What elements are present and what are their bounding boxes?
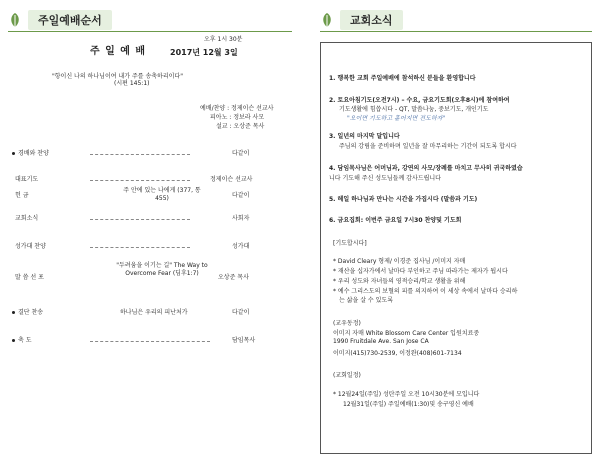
order-item-leader: 성가대: [232, 243, 250, 250]
church-news-title: 교회소식: [340, 10, 403, 30]
news-line: 는 삶을 살 수 있도록: [339, 297, 393, 304]
order-item-leader: 다같이: [232, 150, 250, 157]
news-line: 이미지 자매 White Blossom Care Center 입원치료중: [333, 330, 480, 337]
order-item-name: [12, 310, 43, 316]
news-line: 기도생활에 힘씁시다 - QT, 말씀나눔, 중보기도, 개인기도: [339, 106, 489, 113]
news-line: 3. 일년의 마지막 달입니다: [329, 133, 400, 140]
service-title: 주 일 예 배: [90, 46, 147, 57]
bullet-icon: [12, 152, 15, 155]
order-item-name: 말 씀 선 포: [15, 274, 44, 281]
news-line: * 우리 성도와 자녀들의 영적승리/학교 생활을 위해: [333, 278, 466, 285]
dashed-leader: [90, 341, 210, 342]
news-line: 12월31일(주일) 주일예배(1:30)및 송구영신 예배: [343, 401, 474, 408]
news-line: * 예수 그리스도의 보혈의 피를 의지하여 이 세상 속에서 날마다 승리하: [333, 288, 518, 295]
order-item-name: 헌 금: [15, 192, 29, 199]
news-line: 1. 행복한 교회 주일예배에 참석하신 분들을 환영합니다: [329, 75, 476, 82]
order-item-leader: 다같이: [232, 309, 250, 316]
bullet-icon: [12, 311, 15, 314]
news-line: * 12월24일(주일) 성탄주일 오전 10시30분에 모입니다: [333, 391, 480, 398]
order-item-leader: 사회자: [232, 215, 250, 222]
order-item-name: 대표기도: [15, 176, 39, 183]
news-line: "오이면 기도하고 흩어지면 전도하자": [347, 115, 446, 122]
news-line: [기도합시다]: [333, 240, 367, 247]
church-news-header: [320, 10, 403, 30]
news-line: 1990 Fruitdale Ave. San Jose CA: [333, 338, 429, 345]
dashed-leader: [90, 219, 190, 220]
service-time: 오후 1시 30분: [204, 36, 243, 43]
order-item-name: [12, 151, 49, 157]
order-item-hymn: 주 안에 있는 나에게 (377, 통455): [123, 187, 201, 203]
news-line: 4. 담임목사님은 어머님과, 강연의 사모/장례를 마치고 무사히 귀국하였습: [329, 165, 523, 172]
news-line: * 재산을 십자가에서 날마다 부인하고 주님 따라가는 제자가 됩시다: [333, 268, 508, 275]
dashed-leader: [90, 154, 190, 155]
news-line: 2. 토요아침기도(오전7시) – 수요, 금요기도회(오후8시)에 참여하여: [329, 97, 510, 104]
order-item-name: [12, 338, 32, 344]
verse-reference: (시편 145:1): [114, 80, 150, 87]
news-line: 주님의 강림을 준비하며 일년을 잘 마무리하는 기간이 되도록 합시다: [339, 143, 517, 150]
role-piano: 피아노 : 정보라 사모: [210, 114, 265, 121]
order-item-leader: 오상준 목사: [218, 274, 249, 281]
role-worship: 예배/찬양 : 정제이슨 선교사: [200, 105, 274, 112]
news-line: (교우동정): [333, 320, 361, 327]
worship-order-title: 주일예배순서: [28, 10, 112, 30]
order-item-name: 교회소식: [15, 215, 39, 222]
bullet-icon: [12, 339, 15, 342]
order-item-hymn: 하나님은 우리의 피난처가: [120, 309, 188, 316]
order-item-label: 경배와 찬양: [18, 150, 49, 157]
role-sermon: 설교 : 오상준 목사: [216, 123, 265, 130]
leaf-icon: [320, 12, 334, 28]
news-line: 5. 헤일 하나님과 만나는 시간을 가집시다 (말씀과 기도): [329, 196, 478, 203]
order-item-label: 축 도: [18, 337, 32, 344]
dashed-leader: [90, 180, 190, 181]
order-item-name: 성가대 찬양: [15, 243, 46, 250]
order-item-sermon: "두려움을 이기는 길" The Way to Overcome Fear (딤후1:7): [116, 262, 208, 278]
news-line: (교회일정): [333, 372, 361, 379]
order-item-leader: 정제이슨 선교사: [210, 176, 253, 183]
leaf-icon: [8, 12, 22, 28]
header-divider: [8, 31, 292, 32]
news-line: 6. 금요집회: 이번주 금요일 7시30 찬양및 기도회: [329, 217, 462, 224]
verse-text: "항이신 나의 하나님이여 내가 주를 송축하리이다": [52, 73, 183, 80]
service-date: 2017년 12월 3일: [170, 48, 238, 57]
order-item-leader: 다같이: [232, 192, 250, 199]
news-box: [320, 42, 592, 454]
news-line: 니다 기도해 주신 성도님들께 감사드립니다: [329, 175, 441, 182]
order-item-label: 결단 찬송: [18, 309, 44, 316]
news-line: 이미지(415)730-2539, 이정완(408)601-7134: [333, 350, 462, 357]
worship-order-header: [8, 10, 112, 30]
order-item-leader: 담임목사: [232, 337, 256, 344]
news-line: * David Cleary 형제/ 이경준 집사님 /이미지 자매: [333, 258, 466, 265]
header-divider: [320, 31, 592, 32]
dashed-leader: [90, 247, 190, 248]
